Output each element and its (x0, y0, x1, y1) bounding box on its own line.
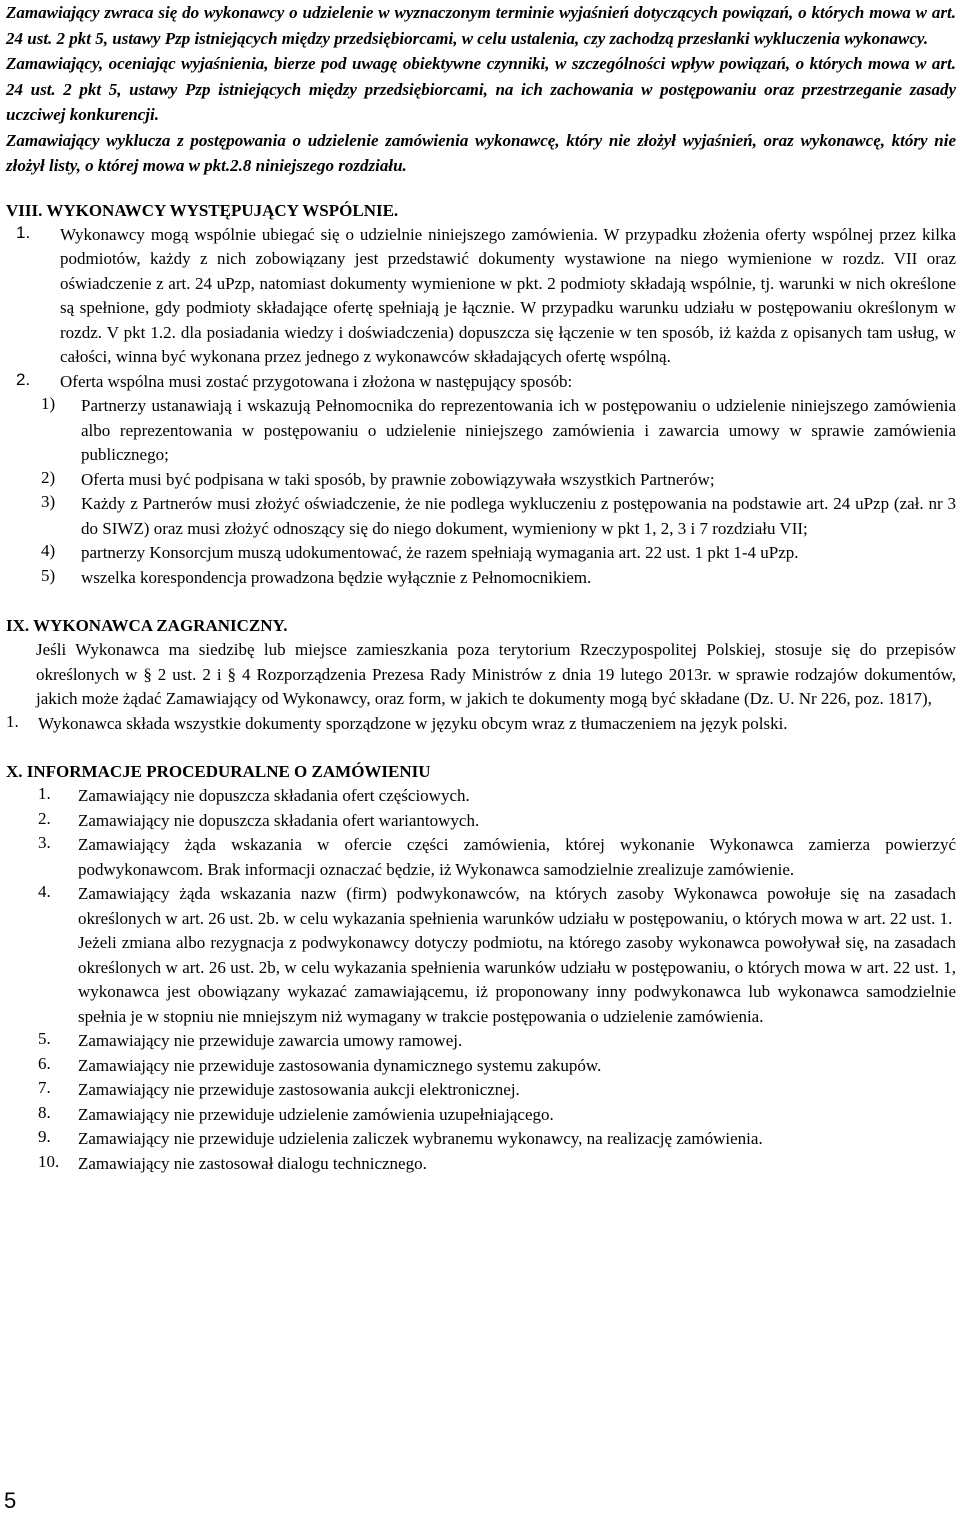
page-number: 5 (4, 1488, 17, 1513)
sublist-number: 5) (41, 565, 56, 585)
section-9-item-1 (6, 712, 956, 737)
list-item (38, 1054, 956, 1079)
sublist-text: Partnerzy ustanawiają i wskazują Pełnomocnika do reprezentowania ich w postępowaniu o udzielenie niniejszego zamówienia albo reprezentowania w postępowaniu o udzielenie niniejszego zamówienia i zawarcia umowy w sprawie zamówienia publicznego; (81, 396, 956, 464)
sublist-item (41, 394, 956, 468)
list-text: Zamawiający żąda wskazania w ofercie części zamówienia, której wykonanie Wykonawca zamierza powierzyć podwykonawcom. Brak informacji oznaczać będzie, iż Wykonawca samodzielnie zrealizuje zamówienie. (78, 835, 956, 879)
sublist-item (41, 492, 956, 541)
list-text: Zamawiający nie przewiduje zawarcia umowy ramowej. (78, 1031, 463, 1050)
document-page (6, 0, 956, 1176)
list-number: 6. (38, 1053, 51, 1073)
list-item (38, 784, 956, 809)
sublist-number: 4) (41, 541, 56, 560)
intro-paragraph-3: Zamawiający wyklucza z postępowania o udzielenie zamówienia wykonawcę, który nie złożył wyjaśnień, oraz wykonawcę, który nie złożył listy, o której mowa w pkt.2.8 niniejszego rozdziału. (6, 130, 956, 175)
list-text: Zamawiający nie przewiduje udzielenie zamówienia uzupełniającego. (78, 1104, 554, 1124)
list-item (38, 1078, 956, 1103)
list-item (38, 882, 956, 931)
list-text: Zamawiający nie zastosował dialogu technicznego. (78, 1153, 427, 1173)
sublist-number: 1) (41, 394, 56, 413)
list-number: 3. (38, 833, 51, 852)
list-item (38, 1103, 956, 1128)
sublist-text: partnerzy Konsorcjum muszą udokumentować, że razem spełniają wymagania art. 22 ust. 1 pkt 1-4 uPzp. (81, 543, 799, 562)
section-8-title: VIII. WYKONAWCY WYSTĘPUJĄCY WSPÓLNIE. (6, 200, 399, 220)
sublist-text: Oferta musi być podpisana w taki sposób, by prawnie zobowiązywała wszystkich Partnerów; (81, 469, 715, 489)
list-item (38, 809, 956, 834)
section-8-sublist (6, 394, 956, 590)
section-9-title: IX. WYKONAWCA ZAGRANICZNY. (6, 616, 288, 635)
section-10-title: X. INFORMACJE PROCEDURALNE O ZAMÓWIENIU (6, 762, 431, 781)
list-number (38, 931, 78, 1029)
list-number: 2. (38, 808, 51, 828)
list-number: 10. (38, 1151, 60, 1171)
section-8-item-2 (6, 370, 956, 395)
sublist-text: Każdy z Partnerów musi złożyć oświadczenie, że nie podlega wykluczeniu z postępowania na podstawie art. 24 uPzp (zał. nr 3 do SIWZ) oraz musi złożyć odnoszący się do niego dokument, wymieniony w pkt 1, 2, 3 i 7 rozdziału VII; (81, 494, 956, 538)
section-9-paragraph-wrap (6, 638, 956, 712)
item-text: Oferta wspólna musi zostać przygotowana i złożona w następujący sposób: (60, 371, 573, 391)
list-text: Zamawiający nie dopuszcza składania ofert wariantowych. (78, 810, 480, 830)
list-item (38, 1127, 956, 1152)
section-10-list (6, 784, 956, 1176)
sublist-text: wszelka korespondencja prowadzona będzie wyłącznie z Pełnomocnikiem. (81, 567, 592, 587)
list-text: Zamawiający nie przewiduje udzielenia zaliczek wybranemu wykonawcy, na realizację zamówienia. (78, 1129, 763, 1148)
list-number: 8. (38, 1102, 51, 1122)
list-item-continuation (38, 931, 956, 1029)
list-item (38, 1152, 956, 1177)
item-number: 2. (16, 369, 31, 389)
list-text: Zamawiający nie przewiduje zastosowania aukcji elektronicznej. (78, 1080, 520, 1099)
section-9-paragraph: Jeśli Wykonawca ma siedzibę lub miejsce zamieszkania poza terytorium Rzeczypospolitej Polskiej, stosuje się do przepisów określonych w § 2 ust. 2 i § 4 Rozporządzenia Prezesa Rady Ministrów z dnia 19 lutego 2013r. w sprawie rodzajów dokumentów, jakich może żądać Zamawiający od Wykonawcy, oraz form, w jakich te dokumenty mogą być składane (Dz. U. Nr 226, poz. 1817), (36, 640, 956, 708)
list-text: Zamawiający nie przewiduje zastosowania dynamicznego systemu zakupów. (78, 1055, 602, 1075)
list-number: 4. (38, 882, 51, 901)
list-number: 5. (38, 1029, 51, 1048)
list-item (38, 1029, 956, 1054)
list-number: 7. (38, 1078, 51, 1097)
list-number: 1. (38, 784, 51, 803)
list-number: 9. (38, 1127, 51, 1146)
item-text: Wykonawcy mogą wspólnie ubiegać się o udzielnie niniejszego zamówienia. W przypadku złożenia oferty wspólnej przez kilka podmiotów, każdy z nich zobowiązany jest przedstawić dokumenty wystawione na niego wymienione w rozdz. VII oraz oświadczenie z art. 24 uPzp, natomiast dokumenty wymienione w pkt. 2 podmioty składają wspólnie, tj. warunki w nich określone są spełnione, gdy podmioty składające ofertę spełniają je łącznie. W przypadku warunku udziału w postępowaniu określonym w rozdz. V pkt 1.2. dla posiadania wiedzy i doświadczenia) dopuszcza się łączenie w ten sposób, iż każda z opisanych tam usług, w całości, winna być wykonana przez jednego z wykonawców składających ofertę wspólną. (60, 224, 956, 366)
list-text: Zamawiający żąda wskazania nazw (firm) podwykonawców, na których zasoby Wykonawca powołuje się na zasadach określonych w art. 26 ust. 2b. w celu wykazania spełnienia warunków udziału w postępowaniu, o których mowa w art. 22 ust. 1. (78, 884, 956, 928)
item-number: 1. (16, 222, 31, 242)
sublist-item (41, 541, 956, 566)
item-number: 1. (6, 711, 19, 731)
intro-paragraph-2: Zamawiający, oceniając wyjaśnienia, bierze pod uwagę obiektywne czynniki, w szczególności wpływ powiązań, o których mowa w art. 24 ust. 2 pkt 5, ustawy Pzp istniejących między przedsiębiorcami, na ich zachowania w postępowaniu oraz przestrzeganie zasady uczciwej konkurencji. (6, 54, 956, 124)
list-item (38, 833, 956, 882)
list-text: Jeżeli zmiana albo rezygnacja z podwykonawcy dotyczy podmiotu, na którego zasoby wykonawca powoływał się, na zasadach określonych w art. 26 ust. 2b, w celu wykazania spełnienia warunków udziału w postępowaniu, o których mowa w art. 22 ust. 1, wykonawca jest obowiązany wykazać zamawiającemu, iż proponowany inny podwykonawca lub wykonawca samodzielnie spełnia je w stopniu nie mniejszym niż wymagany w trakcie postępowania o udzielenie zamówienia. (78, 933, 956, 1026)
sublist-item (41, 566, 956, 591)
sublist-number: 3) (41, 492, 56, 511)
sublist-number: 2) (41, 467, 56, 487)
item-text: Wykonawca składa wszystkie dokumenty sporządzone w języku obcym wraz z tłumaczeniem na język polski. (38, 713, 788, 733)
section-8-item-1 (6, 223, 956, 370)
sublist-item (41, 468, 956, 493)
intro-paragraph-1: Zamawiający zwraca się do wykonawcy o udzielenie w wyznaczonym terminie wyjaśnień dotyczących powiązań, o których mowa w art. 24 ust. 2 pkt 5, ustawy Pzp istniejących między przedsiębiorcami, w celu ustalenia, czy zachodzą przesłanki wykluczenia wykonawcy. (6, 3, 956, 48)
list-text: Zamawiający nie dopuszcza składania ofert częściowych. (78, 786, 470, 805)
